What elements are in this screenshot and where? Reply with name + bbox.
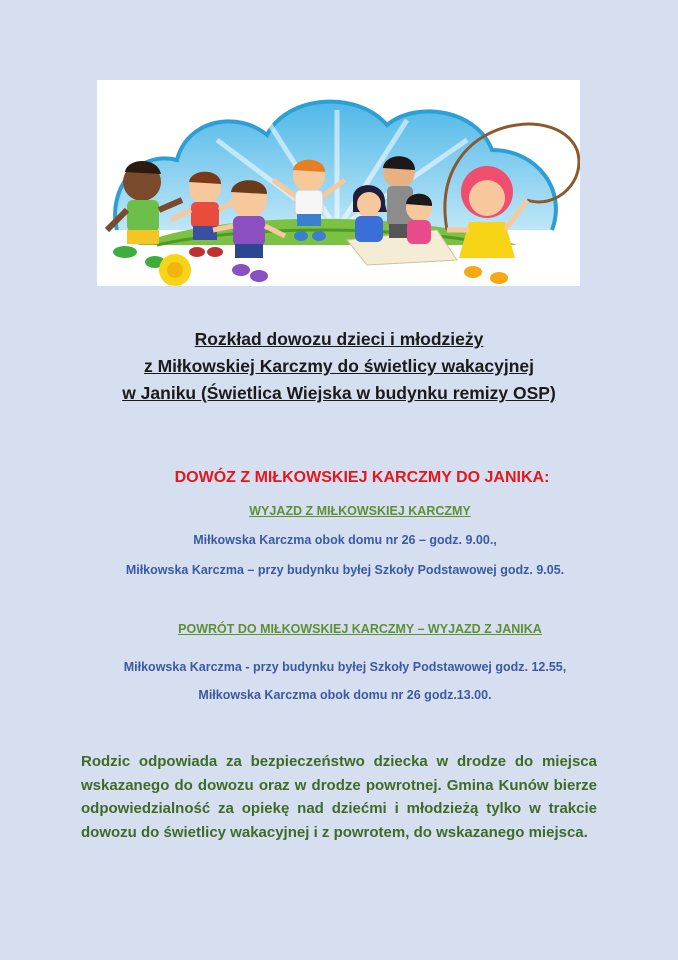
return-heading: POWRÓT DO MIŁKOWSKIEJ KARCZMY – WYJAZD Z JANIKA (178, 622, 542, 636)
section-heading: DOWÓZ Z MIŁKOWSKIEJ KARCZMY DO JANIKA: (174, 469, 550, 486)
return-stop-1: Miłkowska Karczma - przy budynku byłej Szkoły Podstawowej godz. 12.55, (123, 660, 567, 674)
departure-stop-1: Miłkowska Karczma obok domu nr 26 – godz. 9.00., (193, 533, 497, 547)
kids-banner-illustration (97, 80, 580, 286)
parent-responsibility-note: Rodzic odpowiada za bezpieczeństwo dziecka w drodze do miejsca wskazanego do dowozu oraz w drodze powrotnej. Gmina Kunów bierze odpowiedzialność za opiekę nad dziećmi i młodzieżą tylko w trakcie dowozu do świetlicy wakacyjnej i z powrotem, do wskazanego miejsca. (81, 753, 597, 841)
kids-playing-illustration (97, 80, 580, 286)
title-line-3: w Janiku (Świetlica Wiejska w budynku remizy OSP) (122, 383, 556, 403)
document-title (0, 326, 678, 407)
ball (159, 254, 191, 286)
title-line-2: z Miłkowskiej Karczmy do świetlicy wakacyjnej (143, 356, 535, 376)
departure-stop-2: Miłkowska Karczma – przy budynku byłej Szkoły Podstawowej godz. 9.05. (125, 563, 565, 577)
return-stop-2: Miłkowska Karczma obok domu nr 26 godz.13.00. (198, 688, 492, 702)
title-line-1: Rozkład dowozu dzieci i młodzieży (194, 329, 484, 349)
departure-heading: WYJAZD Z MIŁKOWSKIEJ KARCZMY (249, 504, 471, 518)
